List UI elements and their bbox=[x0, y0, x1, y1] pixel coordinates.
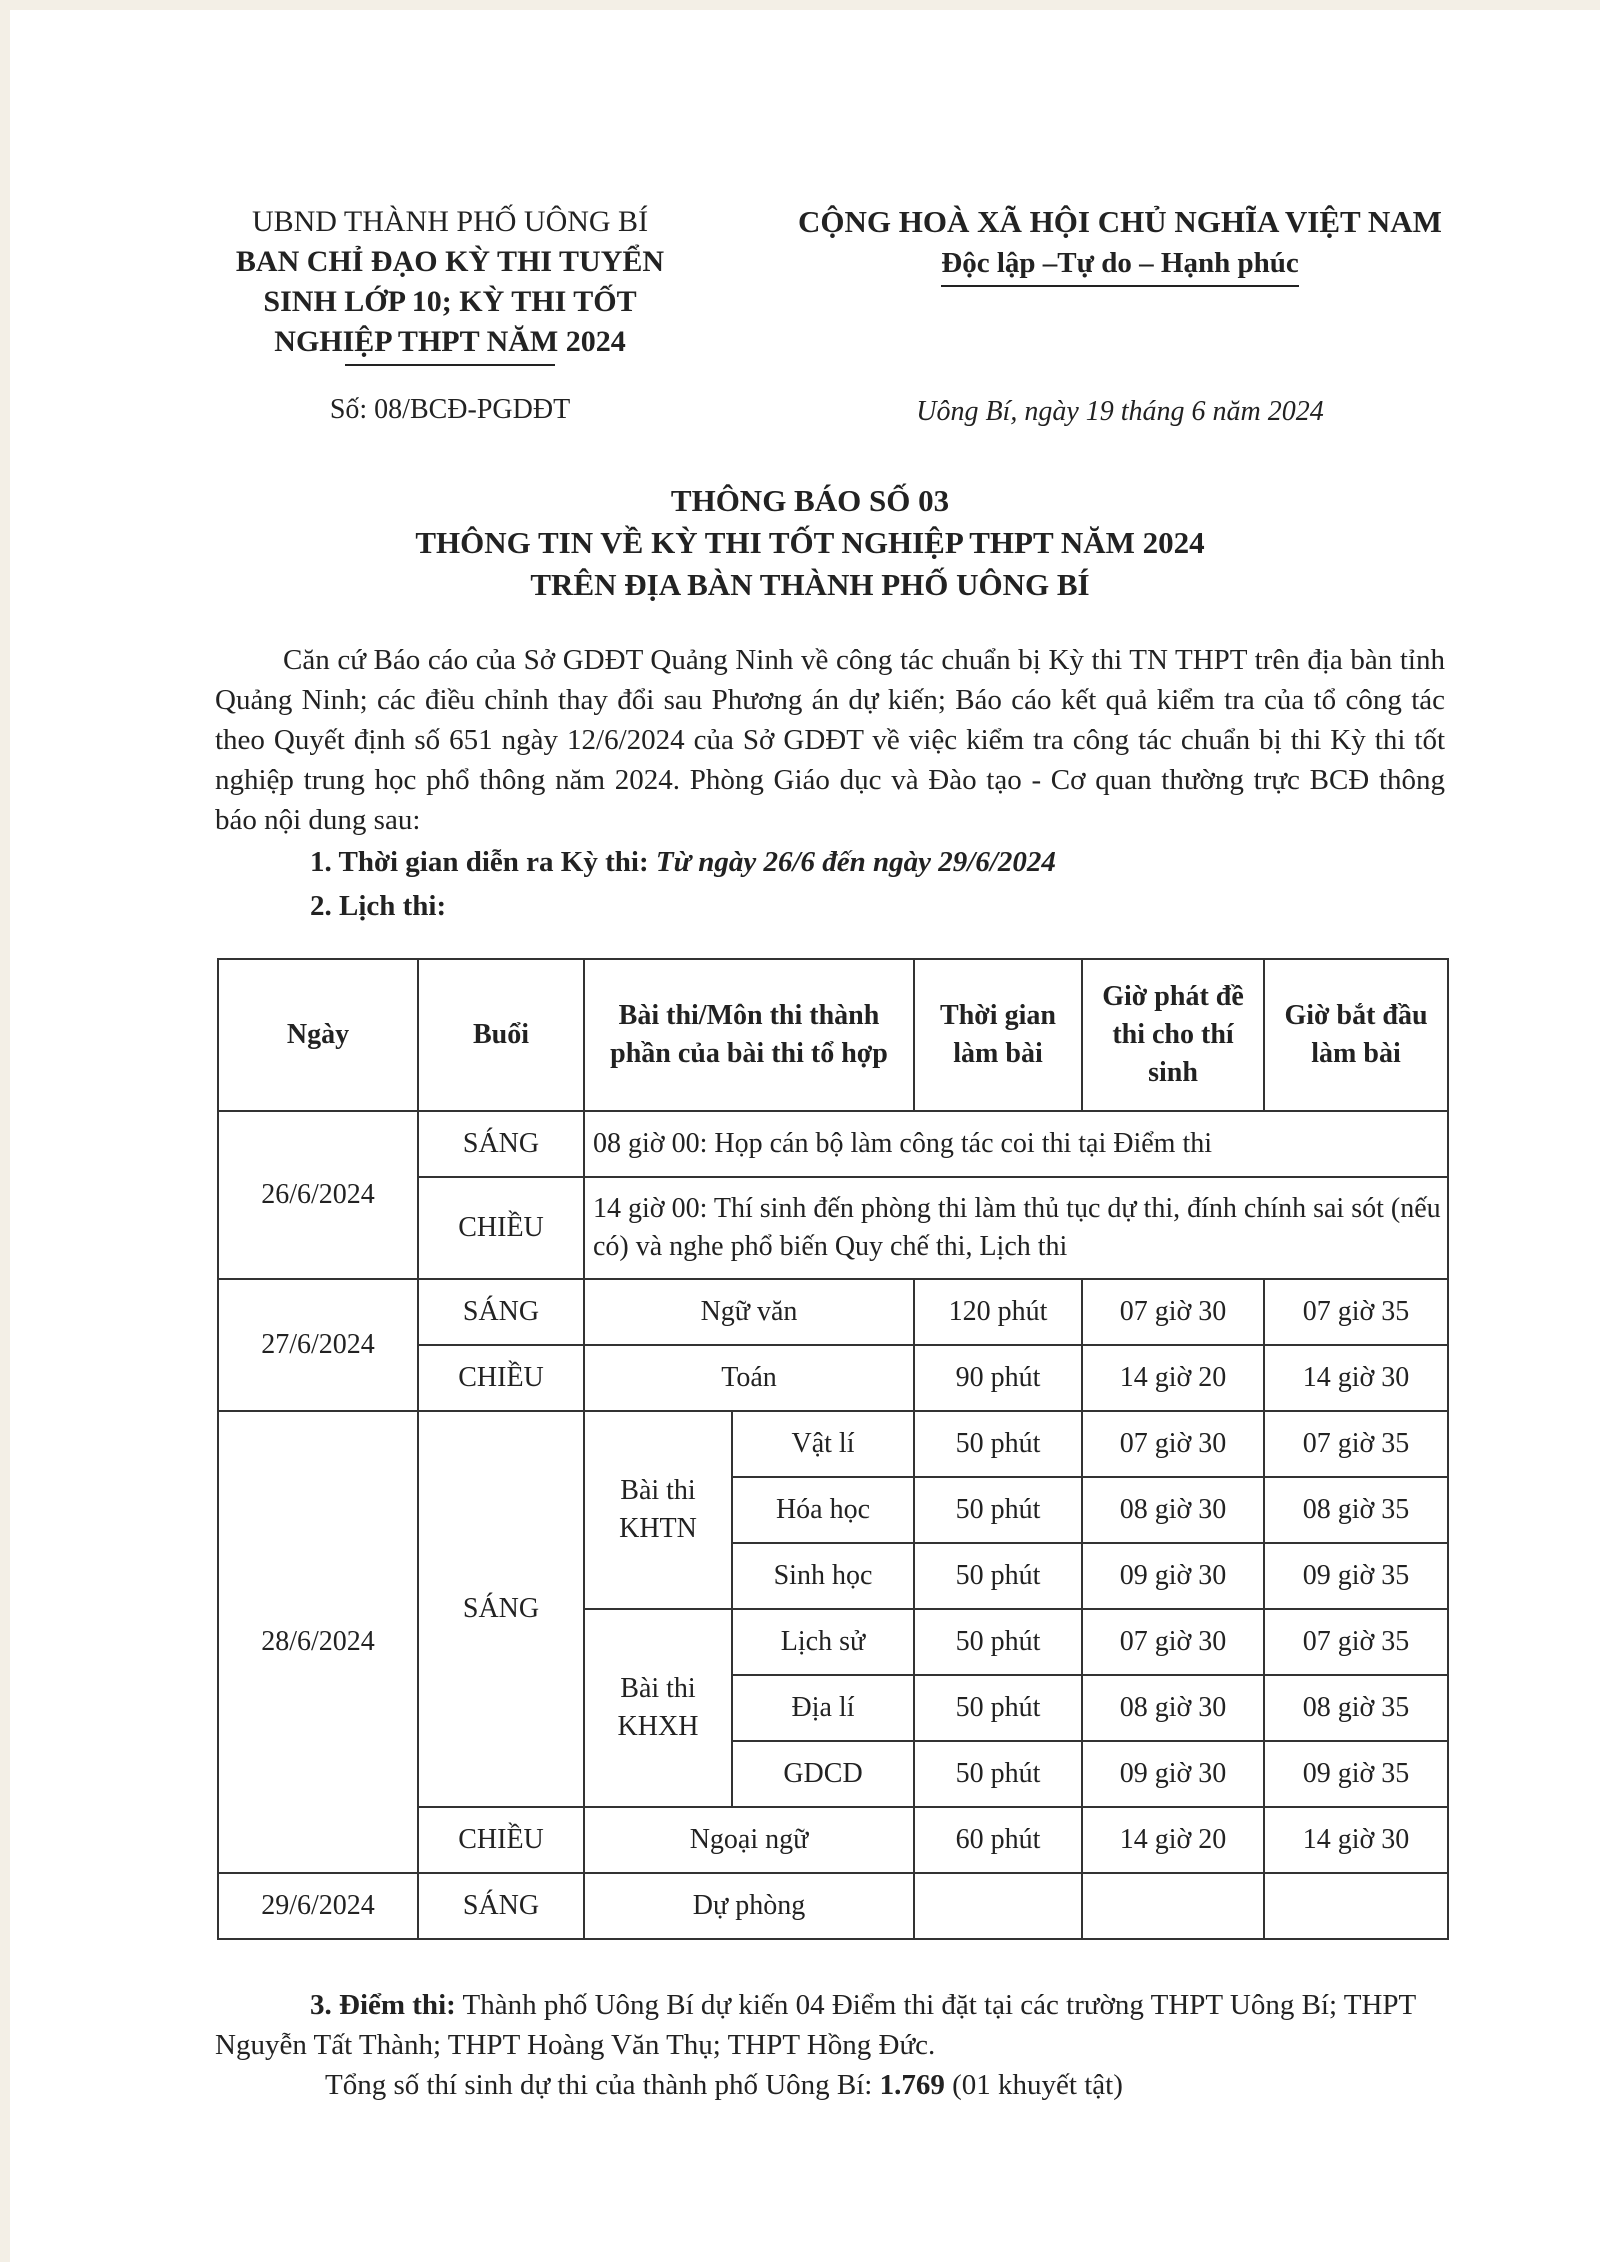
handout-cell: 14 giờ 20 bbox=[1082, 1345, 1264, 1411]
title-line-1: THÔNG BÁO SỐ 03 bbox=[670, 483, 950, 518]
duration-cell: 50 phút bbox=[914, 1543, 1082, 1609]
subject-cell: Vật lí bbox=[732, 1411, 914, 1477]
date-cell: 26/6/2024 bbox=[218, 1111, 418, 1279]
total-label: Tổng số thí sinh dự thi của thành phố Uông Bí: bbox=[325, 2069, 880, 2101]
handout-cell: 08 giờ 30 bbox=[1082, 1675, 1264, 1741]
subject-cell: Toán bbox=[584, 1345, 914, 1411]
national-motto: Độc lập –Tự do – Hạnh phúc bbox=[941, 243, 1298, 287]
note-cell: 14 giờ 00: Thí sinh đến phòng thi làm thủ tục dự thi, đính chính sai sót (nếu có) và nghe phổ biến Quy chế thi, Lịch thi bbox=[584, 1177, 1448, 1279]
handout-cell: 09 giờ 30 bbox=[1082, 1543, 1264, 1609]
subject-cell: Lịch sử bbox=[732, 1609, 914, 1675]
authority-line-4: NGHIỆP THPT NĂM 2024 bbox=[274, 325, 626, 358]
table-row bbox=[218, 1111, 1448, 1177]
start-cell: 09 giờ 35 bbox=[1264, 1543, 1448, 1609]
handout-cell: 07 giờ 30 bbox=[1082, 1411, 1264, 1477]
subject-cell: Dự phòng bbox=[584, 1873, 914, 1939]
table-row bbox=[218, 1873, 1448, 1939]
authority-line-2: BAN CHỈ ĐẠO KỲ THI TUYỂN bbox=[235, 245, 665, 278]
duration-cell: 120 phút bbox=[914, 1279, 1082, 1345]
exam-venues bbox=[215, 1985, 1455, 2065]
section-1-value: Từ ngày 26/6 đến ngày 29/6/2024 bbox=[655, 846, 1056, 878]
subject-cell: GDCD bbox=[732, 1741, 914, 1807]
exam-schedule-table bbox=[217, 958, 1449, 1940]
date-cell: 27/6/2024 bbox=[218, 1279, 418, 1411]
section-1 bbox=[215, 842, 1445, 882]
section-2-label: 2. Lịch thi: bbox=[310, 890, 447, 922]
duration-cell: 50 phút bbox=[914, 1609, 1082, 1675]
handout-cell: 07 giờ 30 bbox=[1082, 1609, 1264, 1675]
session-cell: CHIỀU bbox=[418, 1345, 584, 1411]
session-cell: SÁNG bbox=[418, 1111, 584, 1177]
duration-cell bbox=[914, 1873, 1082, 1939]
section-3-label: 3. Điểm thi: bbox=[310, 1989, 456, 2021]
table-header-row bbox=[218, 959, 1448, 1111]
subject-cell: Sinh học bbox=[732, 1543, 914, 1609]
place-and-date: Uông Bí, ngày 19 tháng 6 năm 2024 bbox=[916, 396, 1324, 427]
duration-cell: 90 phút bbox=[914, 1345, 1082, 1411]
start-cell bbox=[1264, 1873, 1448, 1939]
candidate-total bbox=[215, 2065, 1455, 2105]
start-cell: 07 giờ 35 bbox=[1264, 1609, 1448, 1675]
intro-paragraph bbox=[215, 640, 1445, 840]
national-header bbox=[750, 202, 1490, 287]
date-cell: 28/6/2024 bbox=[218, 1411, 418, 1873]
handout-cell: 14 giờ 20 bbox=[1082, 1807, 1264, 1873]
group-cell-khtn: Bài thi KHTN bbox=[584, 1411, 732, 1609]
subject-cell: Ngoại ngữ bbox=[584, 1807, 914, 1873]
header-handout-time: Giờ phát đề thi cho thí sinh bbox=[1082, 959, 1264, 1111]
group-cell-khxh: Bài thi KHXH bbox=[584, 1609, 732, 1807]
document-number: Số: 08/BCĐ-PGDĐT bbox=[329, 394, 571, 425]
section-3 bbox=[215, 1985, 1455, 2105]
date-cell: 29/6/2024 bbox=[218, 1873, 418, 1939]
total-note: (01 khuyết tật) bbox=[944, 2069, 1123, 2101]
title-line-2: THÔNG TIN VỀ KỲ THI TỐT NGHIỆP THPT NĂM 2024 bbox=[415, 525, 1205, 560]
start-cell: 09 giờ 35 bbox=[1264, 1741, 1448, 1807]
total-value: 1.769 bbox=[879, 2069, 945, 2101]
issuing-authority bbox=[190, 202, 710, 366]
table-row bbox=[218, 1279, 1448, 1345]
section-2 bbox=[215, 886, 1445, 926]
table-row bbox=[218, 1411, 1448, 1477]
body-content bbox=[215, 640, 1445, 926]
title-line-3: TRÊN ĐỊA BÀN THÀNH PHỐ UÔNG BÍ bbox=[530, 567, 1090, 602]
session-cell: CHIỀU bbox=[418, 1177, 584, 1279]
start-cell: 08 giờ 35 bbox=[1264, 1675, 1448, 1741]
authority-line-1: UBND THÀNH PHỐ UÔNG BÍ bbox=[251, 205, 649, 238]
session-cell: SÁNG bbox=[418, 1411, 584, 1807]
start-cell: 07 giờ 35 bbox=[1264, 1279, 1448, 1345]
duration-cell: 50 phút bbox=[914, 1411, 1082, 1477]
subject-cell: Địa lí bbox=[732, 1675, 914, 1741]
start-cell: 08 giờ 35 bbox=[1264, 1477, 1448, 1543]
handout-cell: 08 giờ 30 bbox=[1082, 1477, 1264, 1543]
authority-underline bbox=[345, 364, 555, 366]
session-cell: CHIỀU bbox=[418, 1807, 584, 1873]
session-cell: SÁNG bbox=[418, 1279, 584, 1345]
subject-cell: Hóa học bbox=[732, 1477, 914, 1543]
header-subject: Bài thi/Môn thi thành phần của bài thi tổ hợp bbox=[584, 959, 914, 1111]
start-cell: 14 giờ 30 bbox=[1264, 1345, 1448, 1411]
authority-line-3: SINH LỚP 10; KỲ THI TỐT bbox=[263, 285, 637, 318]
duration-cell: 50 phút bbox=[914, 1477, 1082, 1543]
handout-cell: 07 giờ 30 bbox=[1082, 1279, 1264, 1345]
header-duration: Thời gian làm bài bbox=[914, 959, 1082, 1111]
header-session: Buổi bbox=[418, 959, 584, 1111]
document-title bbox=[210, 480, 1410, 606]
session-cell: SÁNG bbox=[418, 1873, 584, 1939]
handout-cell: 09 giờ 30 bbox=[1082, 1741, 1264, 1807]
duration-cell: 60 phút bbox=[914, 1807, 1082, 1873]
document-page bbox=[10, 10, 1600, 2262]
duration-cell: 50 phút bbox=[914, 1741, 1082, 1807]
header-start-time: Giờ bắt đầu làm bài bbox=[1264, 959, 1448, 1111]
national-title: CỘNG HOÀ XÃ HỘI CHỦ NGHĨA VIỆT NAM bbox=[798, 204, 1442, 239]
section-1-label: 1. Thời gian diễn ra Kỳ thi: bbox=[310, 846, 649, 878]
handout-cell bbox=[1082, 1873, 1264, 1939]
subject-cell: Ngữ văn bbox=[584, 1279, 914, 1345]
duration-cell: 50 phút bbox=[914, 1675, 1082, 1741]
section-3-text: Thành phố Uông Bí dự kiến 04 Điểm thi đặt tại các trường THPT Uông Bí; THPT Nguyễn Tất Thành; THPT Hoàng Văn Thụ; THPT Hồng Đức. bbox=[215, 1989, 1416, 2061]
note-cell: 08 giờ 00: Họp cán bộ làm công tác coi thi tại Điểm thi bbox=[584, 1111, 1448, 1177]
start-cell: 14 giờ 30 bbox=[1264, 1807, 1448, 1873]
intro-text: Căn cứ Báo cáo của Sở GDĐT Quảng Ninh về công tác chuẩn bị Kỳ thi TN THPT trên địa bàn tỉnh Quảng Ninh; các điều chỉnh thay đổi sau Phương án dự kiến; Báo cáo kết quả kiểm tra của tổ công tác theo Quyết định số 651 ngày 12/6/2024 của Sở GDĐT về việc kiểm tra công tác chuẩn bị thi Kỳ thi tốt nghiệp trung học phổ thông năm 2024. Phòng Giáo dục và Đào tạo - Cơ quan thường trực BCĐ thông báo nội dung sau: bbox=[215, 644, 1445, 836]
header-date: Ngày bbox=[218, 959, 418, 1111]
start-cell: 07 giờ 35 bbox=[1264, 1411, 1448, 1477]
